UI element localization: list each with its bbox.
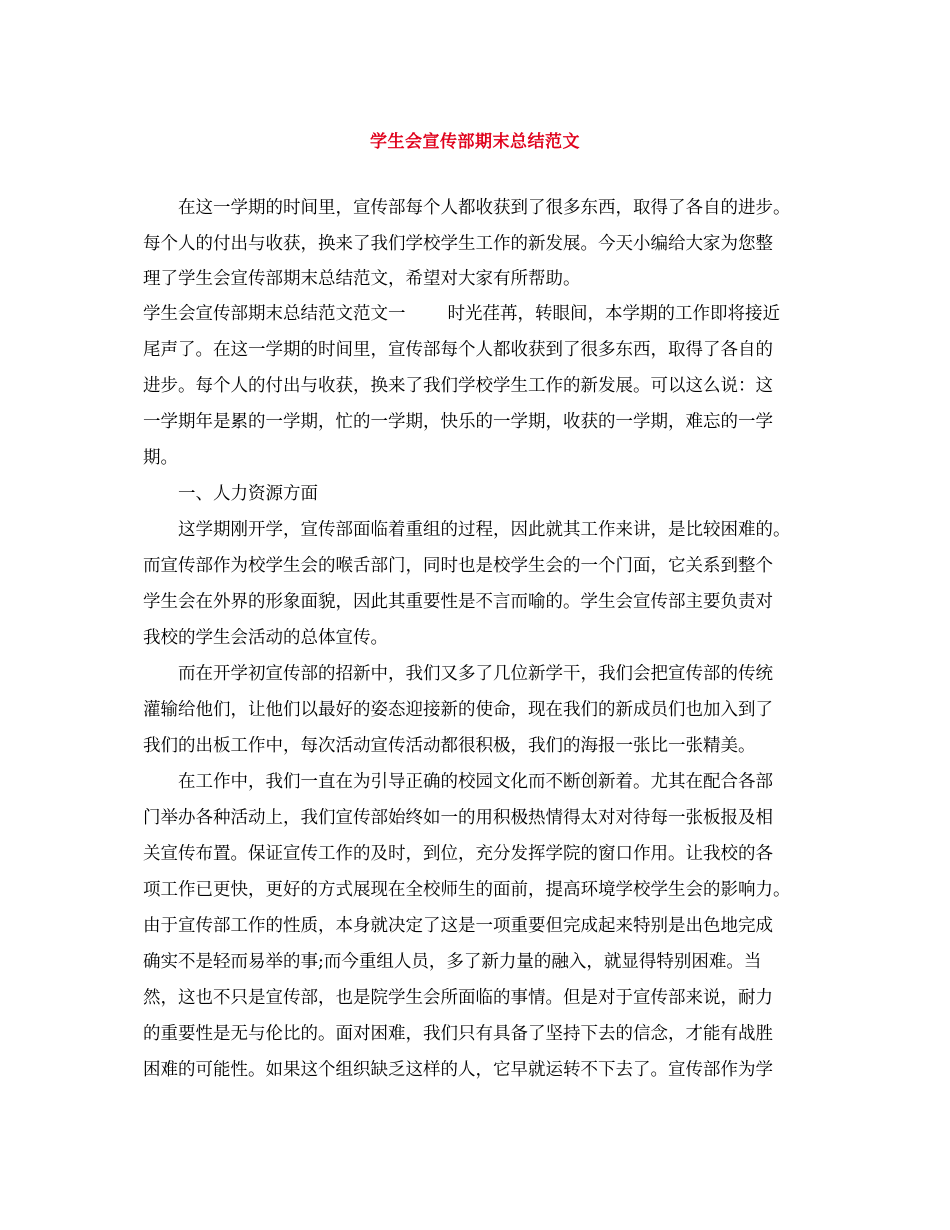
section-line: 进步。每个人的付出与收获，换来了我们学校学生工作的新发展。可以这么说：这	[143, 376, 773, 396]
page-title: 学生会宣传部期末总结范文	[370, 132, 580, 152]
subheading: 一、人力资源方面	[178, 484, 318, 504]
paragraph-line: 我们的出板工作中，每次活动宣传活动都很积极，我们的海报一张比一张精美。	[143, 736, 756, 756]
paragraph-line: 这学期刚开学，宣传部面临着重组的过程，因此就其工作来讲，是比较困难的。	[178, 520, 791, 540]
paragraph-line: 灌输给他们，让他们以最好的姿态迎接新的使命，现在我们的新成员们也加入到了	[143, 700, 773, 720]
paragraph-line: 项工作已更快，更好的方式展现在全校师生的面前，提高环境学校学生会的影响力。	[143, 880, 791, 900]
section-first-line: 时光荏苒，转眼间，本学期的工作即将接近	[447, 304, 780, 324]
paragraph-line: 门举办各种活动上，我们宣传部始终如一的用积极热情得太对对待每一张板报及相	[143, 808, 773, 828]
paragraph-line: 的重要性是无与伦比的。面对困难，我们只有具备了坚持下去的信念，才能有战胜	[143, 1024, 773, 1044]
intro-line: 在这一学期的时间里，宣传部每个人都收获到了很多东西，取得了各自的进步。	[178, 198, 791, 218]
intro-line: 理了学生会宣传部期末总结范文，希望对大家有所帮助。	[143, 269, 581, 289]
paragraph-line: 学生会在外界的形象面貌，因此其重要性是不言而喻的。学生会宣传部主要负责对	[143, 592, 773, 612]
paragraph-line: 在工作中，我们一直在为引导正确的校园文化而不断创新着。尤其在配合各部	[178, 772, 773, 792]
paragraph-line: 确实不是轻而易举的事;而今重组人员，多了新力量的融入，就显得特别困难。当	[143, 952, 762, 972]
paragraph-line: 而宣传部作为校学生会的喉舌部门，同时也是校学生会的一个门面，它关系到整个	[143, 556, 773, 576]
intro-line: 每个人的付出与收获，换来了我们学校学生工作的新发展。今天小编给大家为您整	[143, 234, 773, 254]
section-line: 期。	[143, 448, 178, 468]
paragraph-line: 而在开学初宣传部的招新中，我们又多了几位新学干，我们会把宣传部的传统	[178, 664, 773, 684]
section-heading: 学生会宣传部期末总结范文范文一	[143, 304, 406, 324]
section-line: 尾声了。在这一学期的时间里，宣传部每个人都收获到了很多东西，取得了各自的	[143, 340, 773, 360]
paragraph-line: 然，这也不只是宣传部，也是院学生会所面临的事情。但是对于宣传部来说，耐力	[143, 988, 773, 1008]
section-heading-line	[143, 303, 780, 325]
section-line: 一学期年是累的一学期，忙的一学期，快乐的一学期，收获的一学期，难忘的一学	[143, 412, 773, 432]
paragraph-line: 困难的可能性。如果这个组织缺乏这样的人，它早就运转不下去了。宣传部作为学	[143, 1060, 773, 1080]
paragraph-line: 由于宣传部工作的性质，本身就决定了这是一项重要但完成起来特别是出色地完成	[143, 916, 773, 936]
paragraph-line: 关宣传布置。保证宣传工作的及时，到位，充分发挥学院的窗口作用。让我校的各	[143, 844, 773, 864]
paragraph-line: 我校的学生会活动的总体宣传。	[143, 628, 388, 648]
